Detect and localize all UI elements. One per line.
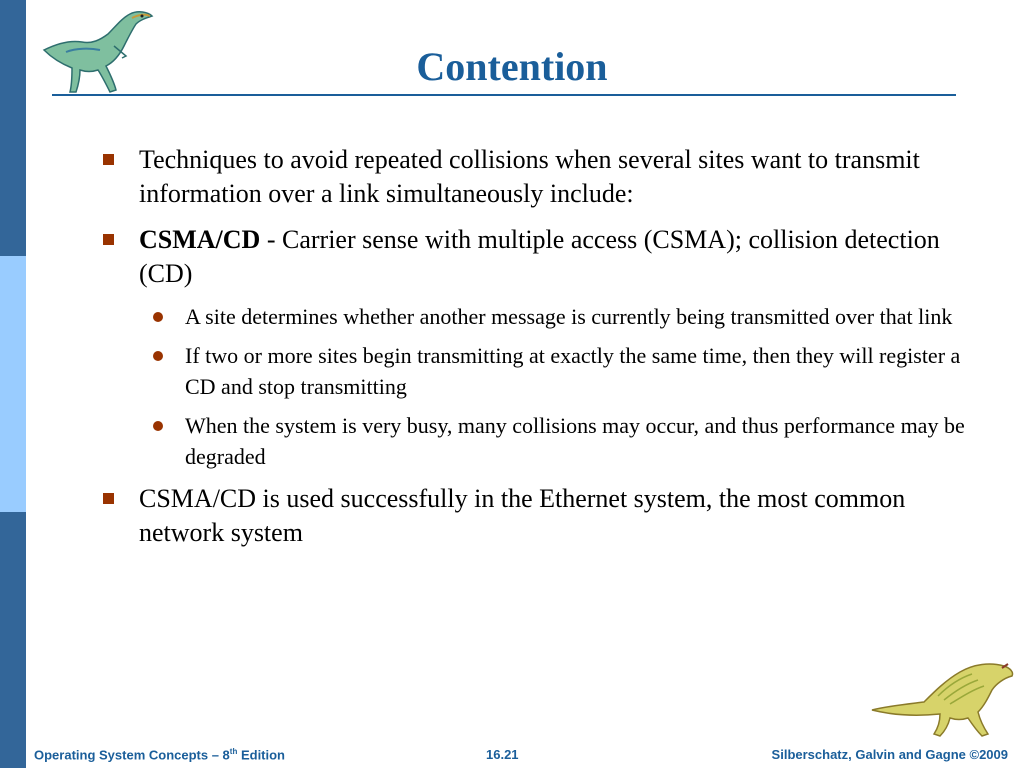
footer-edition-superscript: th [229,746,238,756]
bullet-text: CSMA/CD is used successfully in the Ethernet system, the most common network system [139,484,906,547]
sub-bullet-item [100,340,990,402]
title-divider [52,94,956,96]
sidebar-band-top [0,0,26,256]
round-bullet-icon [153,421,163,431]
footer-page-number: 16.21 [486,747,519,762]
sidebar-band-bottom [0,512,26,768]
square-bullet-icon [103,493,114,504]
slide-title: Contention [416,44,608,89]
sub-bullet-text: When the system is very busy, many collisions may occur, and thus performance may be degraded [185,413,965,469]
sub-bullet-item [100,410,990,472]
sub-bullet-text: A site determines whether another message is currently being transmitted over that link [185,304,953,329]
footer-authors: Silberschatz, Galvin and Gagne ©2009 [771,747,1008,762]
slide-body [100,143,990,562]
sidebar-band-middle [0,256,26,512]
dinosaur-icon [868,656,1016,738]
round-bullet-icon [153,312,163,322]
round-bullet-icon [153,351,163,361]
sub-bullet-item [100,301,990,332]
bullet-term: CSMA/CD [139,225,261,254]
bullet-item [100,482,990,550]
bullet-item [100,223,990,291]
square-bullet-icon [103,234,114,245]
square-bullet-icon [103,154,114,165]
footer-book-title-text: Operating System Concepts – 8 [34,747,230,762]
sub-bullet-text: If two or more sites begin transmitting at exactly the same time, then they will register a CD and stop transmitting [185,343,961,399]
footer-book-title [34,747,285,762]
bullet-text: - Carrier sense with multiple access (CSMA); collision detection (CD) [139,225,940,288]
bullet-item [100,143,990,211]
footer-book-title-suffix: Edition [237,747,286,762]
bullet-text: Techniques to avoid repeated collisions when several sites want to transmit information over a link simultaneously include: [139,145,920,208]
